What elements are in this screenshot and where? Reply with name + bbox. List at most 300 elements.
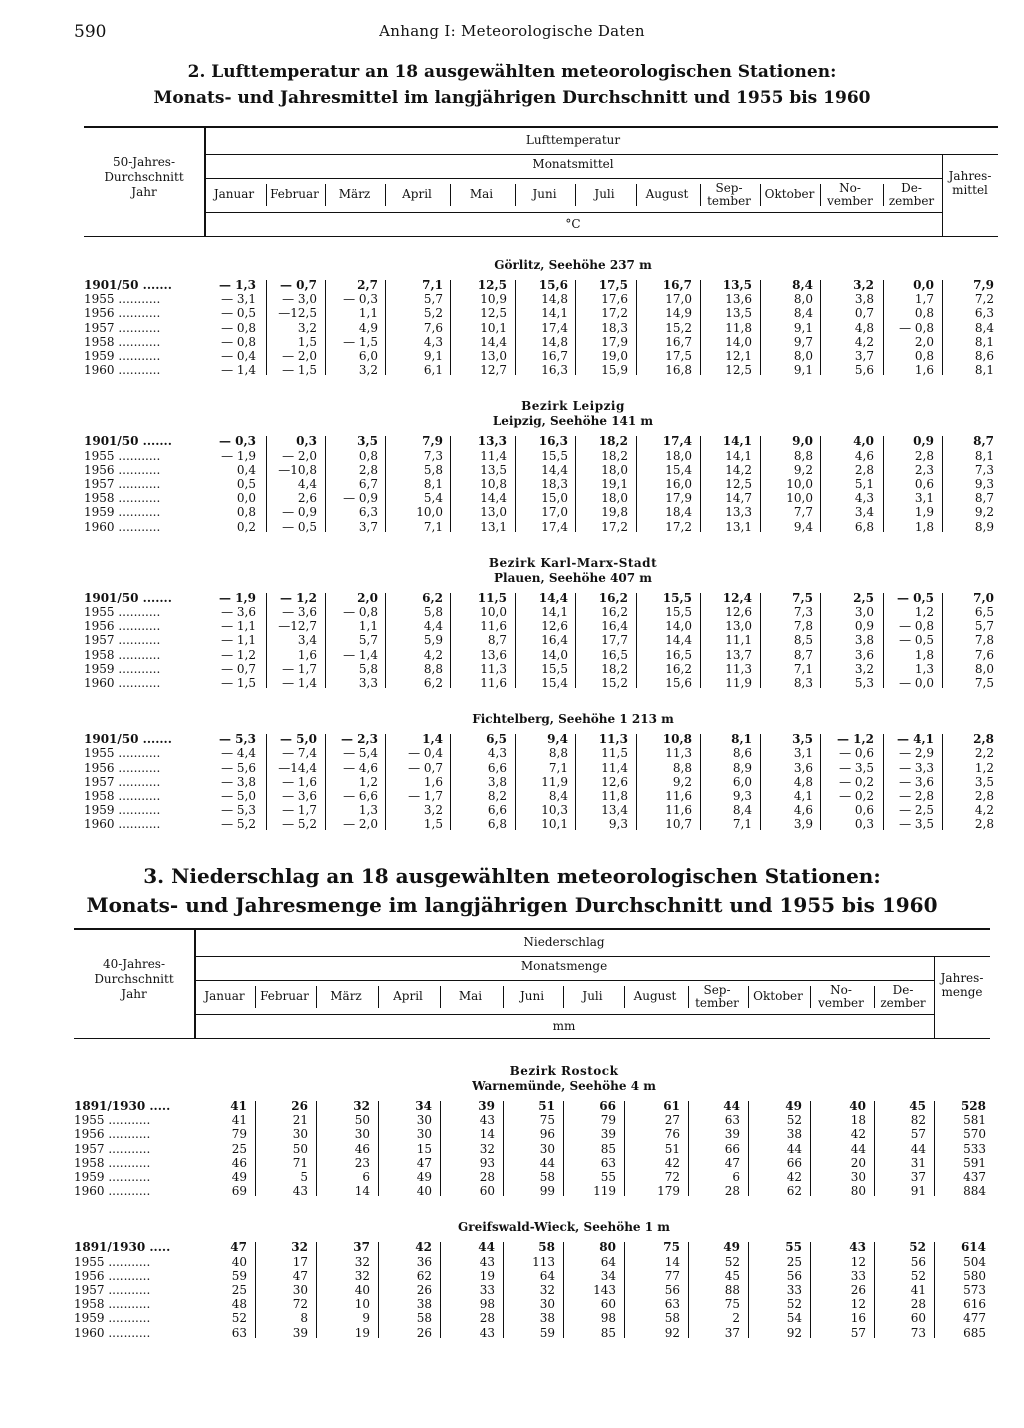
- table2-cell: 6,0: [732, 774, 752, 789]
- table3-stub-header: Jahr: [121, 987, 147, 1001]
- table2-cell: 11,6: [480, 676, 507, 690]
- table2-cell: — 0,7: [279, 278, 317, 292]
- table2-month-header: Mai: [469, 187, 494, 201]
- table2-col-sep: [942, 280, 943, 375]
- table3-cell: 72: [292, 1297, 308, 1312]
- table2-col-sep: [883, 734, 884, 829]
- table2-cell: 3,2: [423, 803, 443, 818]
- table2-row-year: 1959 ...........: [84, 505, 161, 520]
- table2-cell: 3,6: [854, 647, 874, 662]
- table2-cell: 7,6: [974, 647, 994, 662]
- table2-cell: 10,0: [416, 505, 443, 520]
- table3-cell: 44: [850, 1141, 866, 1156]
- table3-month-header: Oktober: [753, 989, 803, 1003]
- table3-unit: mm: [552, 1019, 576, 1033]
- table3-cell: 75: [539, 1113, 555, 1128]
- table2-cell: 12,6: [601, 774, 628, 789]
- table3-cell: 46: [354, 1141, 370, 1156]
- table2-cell: 9,2: [672, 774, 692, 789]
- table3-cell: 570: [963, 1127, 986, 1142]
- table2-cell: 3,0: [854, 605, 874, 619]
- table2-cell: 0,3: [296, 434, 317, 449]
- table2-cell: 11,3: [480, 661, 507, 676]
- table3-row-year: 1957 ...........: [74, 1141, 151, 1156]
- table2-month-header: tember: [707, 194, 751, 208]
- table2-cell: 3,2: [853, 278, 874, 292]
- table3-cell: 14: [664, 1254, 680, 1269]
- table2-station-label: Plauen, Seehöhe 407 m: [494, 570, 652, 585]
- table3-cell: 56: [664, 1283, 680, 1297]
- table2-cell: 10,7: [665, 817, 692, 832]
- table2-cell: 3,5: [792, 732, 813, 747]
- table2-cell: 11,5: [601, 746, 628, 761]
- table2-cell: — 0,3: [218, 434, 256, 449]
- table3-district-label: Bezirk Rostock: [509, 1064, 619, 1078]
- table2-cell: 7,5: [974, 676, 994, 690]
- table2-cell: — 2,9: [899, 746, 934, 761]
- table3-cell: 14: [354, 1184, 370, 1199]
- table3-row-year: 1958 ...........: [74, 1297, 151, 1312]
- table3-cell: 12: [850, 1254, 866, 1269]
- table3-cell: 91: [910, 1184, 926, 1199]
- table3-cell: 47: [292, 1268, 308, 1283]
- table2-cell: —10,8: [278, 462, 317, 477]
- table2-cell: 0,8: [358, 448, 378, 463]
- table2-cell: 1,6: [423, 774, 443, 789]
- table2-cell: — 4,1: [896, 732, 934, 747]
- table3-stub-header: Durchschnitt: [94, 972, 174, 986]
- table2-cell: 2,8: [854, 462, 874, 477]
- table3-group-rule: [194, 956, 990, 957]
- table2-month-header: vember: [827, 194, 873, 208]
- table2-cell: — 5,0: [279, 732, 317, 747]
- table2-cell: 17,7: [601, 633, 628, 648]
- table2-cell: 13,0: [480, 505, 507, 520]
- table2-cell: 7,3: [974, 462, 994, 477]
- table2-stub-header: Durchschnitt: [104, 170, 184, 184]
- table2-cell: 13,6: [480, 647, 507, 662]
- table3-cell: 59: [539, 1325, 555, 1340]
- table2-cell: 17,4: [662, 434, 692, 449]
- table2-cell: 8,1: [974, 448, 994, 463]
- table2-cell: 8,7: [487, 633, 507, 648]
- table2-cell: 7,3: [423, 448, 443, 463]
- table3-cell: 30: [292, 1127, 308, 1142]
- table3-cell: 40: [231, 1254, 247, 1269]
- table2-cell: — 0,8: [899, 619, 934, 634]
- table2-cell: 7,1: [548, 760, 568, 775]
- table2-station-label: Görlitz, Seehöhe 237 m: [494, 258, 652, 272]
- table3-head-bottom-rule: [74, 1038, 990, 1039]
- table2-cell: 0,6: [854, 803, 874, 818]
- table2-cell: 8,1: [974, 363, 994, 378]
- table3-col-sep: [255, 1242, 256, 1337]
- table2-month-header: Sep-: [715, 181, 743, 195]
- table3-cell: 14: [479, 1127, 495, 1142]
- table3-cell: 44: [478, 1240, 495, 1255]
- table3-row-year: 1891/1930 .....: [74, 1099, 171, 1113]
- table2-cell: 2,5: [853, 590, 874, 605]
- table2-cell: 7,2: [974, 292, 994, 307]
- table2-cell: — 3,1: [221, 292, 256, 307]
- table2-cell: 11,8: [725, 320, 752, 335]
- table3-cell: 26: [850, 1283, 866, 1297]
- table2-title-line2: Monats- und Jahresmittel im langjährigen Durchschnitt und 1955 bis 1960: [153, 88, 871, 108]
- table2-cell: 8,8: [672, 760, 692, 775]
- table3-cell: 99: [539, 1184, 555, 1199]
- table2-col-sep: [760, 280, 761, 375]
- table2-cell: 14,8: [541, 292, 568, 307]
- table2-cell: 12,5: [725, 477, 752, 491]
- table2-cell: 5,8: [423, 605, 443, 619]
- table3-cell: 15: [416, 1141, 432, 1156]
- table2-cell: 8,4: [793, 306, 813, 321]
- table2-top-rule: [84, 126, 998, 128]
- table2-cell: 1,8: [914, 647, 934, 662]
- table3-cell: 19: [479, 1268, 495, 1283]
- page-number: 590: [74, 22, 107, 42]
- table2-cell: 9,1: [793, 320, 813, 335]
- table3-cell: 32: [353, 1099, 370, 1113]
- table2-cell: 11,9: [541, 774, 568, 789]
- table2-cell: 0,5: [236, 477, 256, 491]
- table2-cell: 17,9: [665, 491, 692, 506]
- table2-cell: 8,2: [487, 789, 507, 803]
- table2-col-sep: [636, 593, 637, 688]
- table2-cell: 7,1: [423, 519, 443, 534]
- table2-month-header: zember: [888, 194, 935, 208]
- table2-cell: — 5,3: [218, 732, 256, 747]
- table2-cell: 17,9: [601, 334, 628, 349]
- table3-cell: 71: [292, 1155, 308, 1170]
- table2-row-year: 1956 ...........: [84, 306, 161, 321]
- table2-cell: 2,8: [973, 732, 994, 747]
- table2-cell: 17,5: [665, 349, 692, 363]
- table2-col-sep: [266, 593, 267, 688]
- table3-cell: 52: [231, 1311, 247, 1326]
- table2-cell: 7,0: [973, 590, 994, 605]
- table3-month-header: Mai: [458, 989, 483, 1003]
- table2-stub-header: Jahr: [131, 185, 157, 199]
- table3-cell: 30: [539, 1141, 555, 1156]
- table2-cell: — 4,6: [343, 760, 378, 775]
- table3-cell: 6: [362, 1170, 370, 1184]
- table3-cell: 57: [910, 1127, 926, 1142]
- table2-col-sep: [636, 734, 637, 829]
- table2-cell: — 0,6: [839, 746, 874, 761]
- table3-cell: 40: [849, 1099, 866, 1113]
- table2-cell: 3,3: [358, 676, 378, 690]
- table3-col-sep: [810, 1242, 811, 1337]
- table2-cell: — 3,5: [899, 817, 934, 832]
- table3-cell: 19: [354, 1325, 370, 1340]
- table3-cell: 77: [664, 1268, 680, 1283]
- table3-cell: 64: [539, 1268, 555, 1283]
- table2-cell: 3,2: [297, 320, 317, 335]
- table2-cell: 3,7: [854, 349, 874, 363]
- table2-col-sep: [700, 593, 701, 688]
- table2-cell: — 0,4: [408, 746, 443, 761]
- table2-cell: — 2,8: [899, 789, 934, 803]
- table2-cell: 1,6: [914, 363, 934, 378]
- table3-cell: 685: [963, 1325, 986, 1340]
- table2-row-year: 1960 ...........: [84, 676, 161, 690]
- table2-cell: 19,1: [601, 477, 628, 491]
- table2-cell: 16,5: [601, 647, 628, 662]
- table3-cell: 56: [910, 1254, 926, 1269]
- table2-cell: 18,0: [601, 491, 628, 506]
- table2-cell: — 1,6: [282, 774, 317, 789]
- table2-row-year: 1957 ...........: [84, 320, 161, 335]
- table3-cell: 80: [850, 1184, 866, 1199]
- table2-col-sep: [883, 280, 884, 375]
- table2-cell: — 2,0: [282, 349, 317, 363]
- table2-cell: 13,5: [722, 278, 752, 292]
- table2-cell: 9,3: [608, 817, 628, 832]
- table2-cell: 3,5: [357, 434, 378, 449]
- table2-cell: 5,7: [974, 619, 994, 634]
- table2-cell: 18,4: [665, 505, 692, 520]
- table2-cell: 15,2: [665, 320, 692, 335]
- table3-col-sep: [874, 1101, 875, 1196]
- table3-cell: 33: [786, 1283, 802, 1297]
- table2-cell: 15,6: [665, 676, 692, 690]
- table3-cell: 85: [600, 1141, 616, 1156]
- table2-cell: — 3,5: [839, 760, 874, 775]
- table2-cell: — 3,6: [899, 774, 934, 789]
- table3-row-year: 1959 ...........: [74, 1311, 151, 1326]
- table2-cell: 4,9: [358, 320, 378, 335]
- table3-cell: 581: [963, 1113, 986, 1128]
- table3-cell: 63: [724, 1113, 740, 1128]
- table2-cell: 3,8: [854, 292, 874, 307]
- table3-col-sep: [316, 1101, 317, 1196]
- table2-cell: — 1,1: [221, 633, 256, 648]
- table2-col-sep: [450, 280, 451, 375]
- table3-cell: 47: [230, 1240, 247, 1255]
- table2-row-year: 1959 ...........: [84, 803, 161, 818]
- table2-cell: — 1,3: [218, 278, 256, 292]
- table2-col-sep: [325, 280, 326, 375]
- table2-col-sep: [515, 734, 516, 829]
- table2-cell: — 1,2: [279, 590, 317, 605]
- table2-cell: 17,6: [601, 292, 628, 307]
- table3-cell: 42: [786, 1170, 802, 1184]
- table2-cell: 11,6: [480, 619, 507, 634]
- table2-cell: 13,5: [480, 462, 507, 477]
- table2-cell: 6,3: [358, 505, 378, 520]
- table2-cell: 7,9: [973, 278, 994, 292]
- table2-row-year: 1955 ...........: [84, 292, 161, 307]
- table2-row-year: 1901/50 .......: [84, 732, 172, 747]
- table2-col-sep: [760, 593, 761, 688]
- table2-cell: 7,1: [422, 278, 443, 292]
- table3-cell: 47: [416, 1155, 432, 1170]
- table2-cell: 17,2: [665, 519, 692, 534]
- table2-col-sep: [450, 734, 451, 829]
- table3-unit-rule: [194, 1014, 934, 1015]
- table2-cell: — 0,8: [343, 605, 378, 619]
- table3-month-header: De-: [892, 983, 914, 997]
- table3-top-rule: [74, 928, 990, 930]
- table2-cell: 8,0: [974, 661, 994, 676]
- table3-cell: 59: [231, 1268, 247, 1283]
- table3-month-header: März: [330, 989, 362, 1003]
- table3-cell: 504: [963, 1254, 986, 1269]
- table2-cell: 10,8: [480, 477, 507, 491]
- table3-cell: 528: [960, 1099, 986, 1113]
- table3-cell: 39: [724, 1127, 740, 1142]
- table3-cell: 98: [479, 1297, 495, 1312]
- table3-cell: 37: [724, 1325, 740, 1340]
- table2-cell: 7,8: [974, 633, 994, 648]
- table2-cell: 6,7: [358, 477, 378, 491]
- table2-col-sep: [515, 280, 516, 375]
- table2-col-sep: [266, 436, 267, 531]
- table3-cell: 41: [910, 1283, 926, 1297]
- table2-cell: 1,3: [358, 803, 378, 818]
- table2-row-year: 1957 ...........: [84, 633, 161, 648]
- table3-cell: 79: [231, 1127, 247, 1142]
- table3-month-header: Januar: [204, 989, 245, 1003]
- table2-cell: 1,2: [358, 774, 378, 789]
- table2-cell: 16,7: [665, 334, 692, 349]
- table2-cell: 8,5: [793, 633, 813, 648]
- table2-cell: — 0,9: [343, 491, 378, 506]
- table3-row-year: 1959 ...........: [74, 1170, 151, 1184]
- table3-cell: 17: [292, 1254, 308, 1269]
- table2-month-header: Juni: [532, 187, 557, 201]
- table2-stub-header: 50-Jahres-: [112, 155, 176, 169]
- table2-cell: — 0,5: [899, 633, 934, 648]
- table3-cell: 43: [849, 1240, 866, 1255]
- table2-cell: — 5,0: [221, 789, 256, 803]
- table2-cell: 0,0: [913, 278, 934, 292]
- table2-col-sep: [820, 734, 821, 829]
- table2-cell: 5,4: [423, 491, 443, 506]
- table2-col-sep: [385, 593, 386, 688]
- table2-month-header: April: [402, 187, 432, 201]
- table2-col-sep: [450, 436, 451, 531]
- table2-cell: 16,7: [662, 278, 692, 292]
- table3-cell: 69: [231, 1184, 247, 1199]
- table2-cell: 8,9: [974, 519, 994, 534]
- table2-row-year: 1956 ...........: [84, 619, 161, 634]
- table2-cell: 2,8: [914, 448, 934, 463]
- table2-col-sep: [385, 436, 386, 531]
- table2-cell: 1,2: [914, 605, 934, 619]
- table2-cell: 14,1: [541, 605, 568, 619]
- table3-cell: 40: [354, 1283, 370, 1297]
- table2-cell: 11,5: [477, 590, 507, 605]
- table2-row-year: 1959 ...........: [84, 661, 161, 676]
- table3-cell: 66: [724, 1141, 740, 1156]
- table2-cell: — 2,0: [282, 448, 317, 463]
- table3-col-sep: [934, 1101, 935, 1196]
- table2-cell: 14,1: [725, 448, 752, 463]
- table3-col-sep: [624, 1101, 625, 1196]
- table2-cell: 8,4: [548, 789, 568, 803]
- table2-cell: 2,8: [974, 817, 994, 832]
- table2-col-sep: [636, 280, 637, 375]
- table3-col-sep: [688, 1242, 689, 1337]
- table3-cell: 21: [292, 1113, 308, 1128]
- table2-month-header: No-: [839, 181, 861, 195]
- table2-cell: 15,5: [662, 590, 692, 605]
- table2-cell: 16,5: [665, 647, 692, 662]
- table2-cell: 2,2: [974, 746, 994, 761]
- table2-cell: 14,9: [665, 306, 692, 321]
- table2-cell: 11,3: [598, 732, 628, 747]
- table2-cell: 13,7: [725, 647, 752, 662]
- table2-cell: 4,1: [793, 789, 813, 803]
- table3-cell: 43: [479, 1325, 495, 1340]
- table2-cell: 12,5: [725, 363, 752, 378]
- table2-cell: 3,1: [914, 491, 934, 506]
- table3-cell: 16: [850, 1311, 866, 1326]
- table3-row-year: 1960 ...........: [74, 1184, 151, 1199]
- table3-col-sep: [934, 1242, 935, 1337]
- table2-cell: 7,5: [792, 590, 813, 605]
- table2-cell: 15,5: [541, 661, 568, 676]
- table3-annual-header: Jahres-: [940, 971, 984, 985]
- table2-col-sep: [636, 436, 637, 531]
- table3-cell: 51: [664, 1141, 680, 1156]
- table2-cell: 13,3: [725, 505, 752, 520]
- table3-row-year: 1957 ...........: [74, 1283, 151, 1297]
- table2-cell: 14,8: [541, 334, 568, 349]
- table2-cell: — 1,5: [343, 334, 378, 349]
- table2-group-header: Lufttemperatur: [525, 133, 621, 147]
- table2-cell: 13,0: [480, 349, 507, 363]
- table3-cell: 37: [910, 1170, 926, 1184]
- table3-cell: 62: [416, 1268, 432, 1283]
- table3-cell: 96: [539, 1127, 555, 1142]
- table2-cell: 8,1: [974, 334, 994, 349]
- table2-cell: 3,8: [854, 633, 874, 648]
- table2-cell: 5,8: [423, 462, 443, 477]
- table2-cell: — 5,2: [221, 817, 256, 832]
- table2-cell: — 1,2: [221, 647, 256, 662]
- table2-cell: — 0,8: [221, 320, 256, 335]
- table2-cell: 17,2: [601, 306, 628, 321]
- table2-cell: — 3,0: [282, 292, 317, 307]
- table3-cell: 37: [353, 1240, 370, 1255]
- table2-cell: 14,2: [725, 462, 752, 477]
- table2-col-sep: [450, 593, 451, 688]
- table2-cell: 16,2: [598, 590, 628, 605]
- table2-cell: 4,4: [423, 619, 443, 634]
- table2-cell: 4,3: [487, 746, 507, 761]
- table2-cell: 8,3: [793, 676, 813, 690]
- table3-cell: 26: [416, 1325, 432, 1340]
- table2-cell: 0,3: [854, 817, 874, 832]
- table2-unit: °C: [565, 217, 581, 231]
- table3-cell: 30: [292, 1283, 308, 1297]
- table2-cell: 8,0: [793, 292, 813, 307]
- table2-cell: — 3,6: [282, 789, 317, 803]
- table2-col-sep: [760, 436, 761, 531]
- table3-cell: 884: [963, 1184, 986, 1199]
- table3-cell: 44: [786, 1141, 802, 1156]
- table3-cell: 591: [963, 1155, 986, 1170]
- table2-cell: — 2,3: [340, 732, 378, 747]
- table2-cell: — 0,7: [221, 661, 256, 676]
- table3-cell: 143: [593, 1283, 616, 1297]
- table2-cell: 9,3: [732, 789, 752, 803]
- table2-cell: 6,8: [854, 519, 874, 534]
- table3-cell: 6: [732, 1170, 740, 1184]
